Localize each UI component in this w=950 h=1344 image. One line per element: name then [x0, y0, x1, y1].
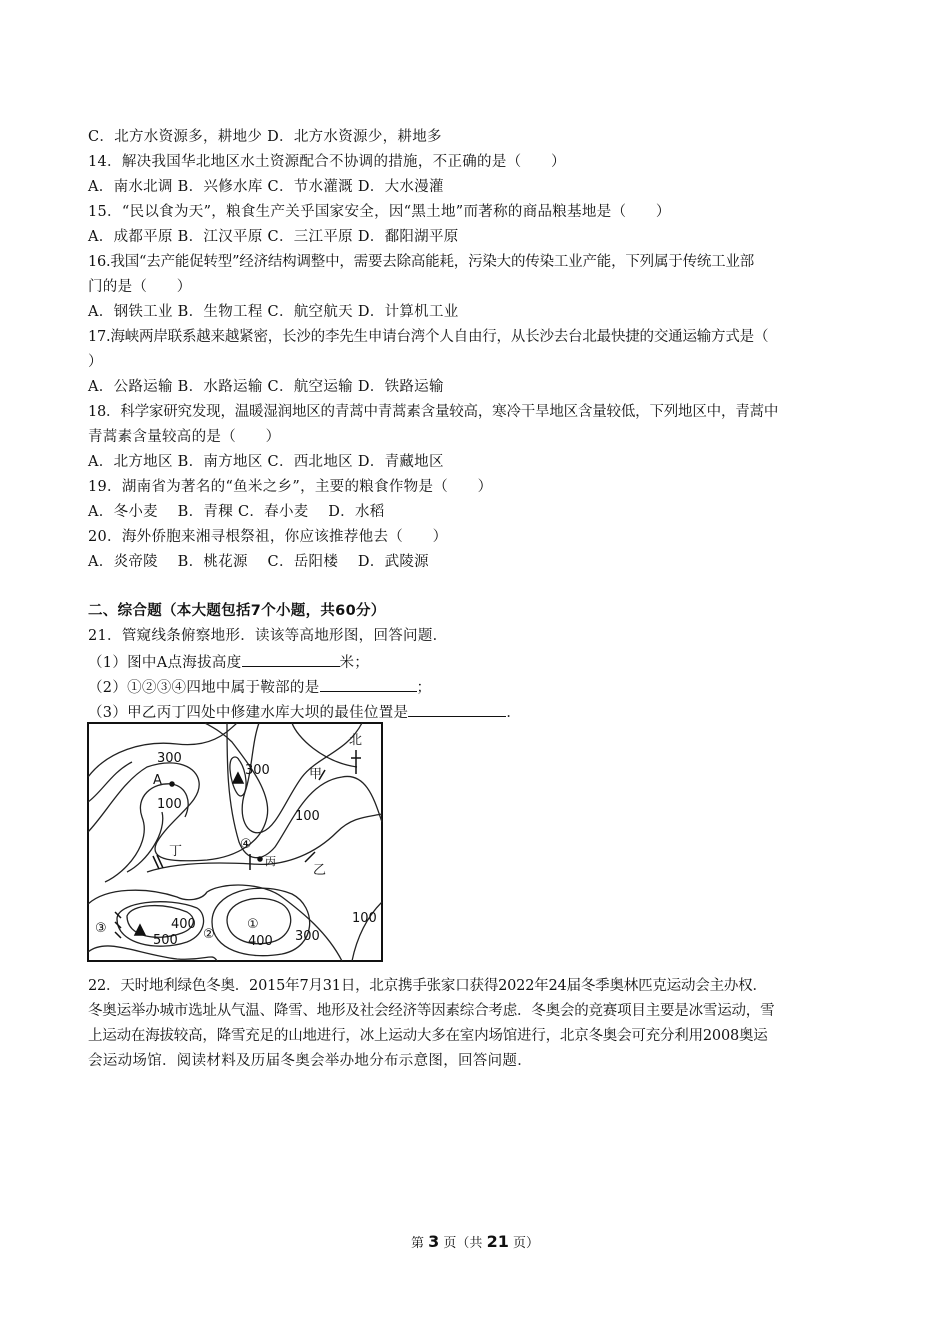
- q14-options: A．南水北调 B．兴修水库 C．节水灌溉 D．大水漫灌: [88, 179, 444, 195]
- q20-options: A．炎帝陵 B．桃花源 C．岳阳楼 D．武陵源: [88, 554, 429, 570]
- footer-page-number: 3: [428, 1232, 440, 1251]
- q21-sub1-blank[interactable]: [242, 651, 340, 667]
- contour-label-300-bottom: 300: [295, 929, 320, 944]
- q14-stem: 14．解决我国华北地区水土资源配合不协调的措施，不正确的是（ ）: [88, 154, 566, 170]
- q21-sub2-text: （2）①②③④四地中属于鞍部的是: [88, 680, 320, 696]
- contour-label-100-left: 100: [157, 797, 182, 812]
- q21-sub2-end: ；: [416, 680, 432, 696]
- north-label: 北: [349, 733, 363, 748]
- q22-line2: 冬奥运举办城市选址从气温、降雪、地形及社会经济等因素综合考虑．冬奥会的竞赛项目主要是冰雪运动，雪: [88, 1003, 775, 1019]
- q18-stem-line2: 青蒿素含量较高的是（ ）: [88, 429, 281, 445]
- bing-dot: [258, 857, 262, 861]
- q15-stem: 15．“民以食为天”，粮食生产关乎国家安全，因“黑土地”而著称的商品粮基地是（ ）: [88, 204, 671, 220]
- contour-label-300-top: 300: [157, 751, 182, 766]
- contour-label-500: 500: [153, 933, 178, 948]
- q21-sub2-blank[interactable]: [320, 676, 417, 692]
- q21-stem: 21．管窥线条俯察地形．读该等高地形图，回答问题．: [88, 628, 448, 644]
- jia-label: 甲: [309, 767, 323, 782]
- q16-stem-line2: 门的是（ ）: [88, 279, 192, 295]
- q19-options: A．冬小麦 B．青稞 C．春小麦 D．水稻: [88, 504, 385, 520]
- q16-stem-line1: 16.我国“去产能促转型”经济结构调整中，需要去除高能耗，污染大的传染工业产能，下列属于传统工业部: [88, 254, 755, 270]
- contour-label-400-left: 400: [171, 917, 196, 932]
- bing-label: 丙: [265, 855, 276, 868]
- q21-sub1-text: （1）图中A点海拔高度: [88, 655, 242, 671]
- contour-label-400-right: 400: [248, 934, 273, 949]
- q18-stem-line1: 18．科学家研究发现，温暖湿润地区的青蒿中青蒿素含量较高，寒冷干旱地区含量较低，下列地区中，青蒿中: [88, 404, 779, 420]
- q15-options: A．成都平原 B．江汉平原 C．三江平原 D．鄱阳湖平原: [88, 229, 459, 245]
- circle-3-label: ③: [95, 921, 107, 936]
- q16-options: A．钢铁工业 B．生物工程 C．航空航天 D．计算机工业: [88, 304, 459, 320]
- section-2-title: 二、综合题（本大题包括7个小题，共60分）: [88, 603, 386, 619]
- point-a-dot: [170, 782, 174, 786]
- page-footer: [0, 1232, 950, 1251]
- ding-label: 丁: [169, 844, 183, 859]
- footer-prefix: 第: [410, 1236, 424, 1251]
- q18-options: A．北方地区 B．南方地区 C．西北地区 D．青藏地区: [88, 454, 444, 470]
- circle-1-label: ①: [247, 917, 259, 932]
- circle-2-label: ②: [203, 927, 215, 942]
- q21-sub2: [88, 676, 431, 698]
- q21-sub1: [88, 651, 369, 673]
- contour-map: [87, 722, 383, 962]
- footer-total-pages: 21: [486, 1232, 509, 1251]
- footer-middle: 页（共: [443, 1236, 483, 1251]
- map-frame: [88, 723, 382, 961]
- q17-stem-line2: ）: [88, 354, 103, 370]
- peak-label-300: 300: [245, 763, 270, 778]
- q17-options: A．公路运输 B．水路运输 C．航空运输 D．铁路运输: [88, 379, 444, 395]
- point-a-label: A: [153, 773, 162, 788]
- q21-sub1-unit: 米；: [339, 655, 370, 671]
- q17-stem-line1: 17.海峡两岸联系越来越紧密，长沙的李先生申请台湾个人自由行，从长沙去台北最快捷的交通运输方式是（: [88, 329, 769, 345]
- q22-line3: 上运动在海拔较高，降雪充足的山地进行，冰上运动大多在室内场馆进行，北京冬奥会可充分利用2008奥运: [88, 1028, 768, 1044]
- q22-line4: 会运动场馆．阅读材料及历届冬奥会举办地分布示意图，回答问题．: [88, 1053, 532, 1069]
- footer-suffix: 页）: [512, 1236, 539, 1251]
- circle-4-label: ④: [240, 837, 252, 852]
- contour-label-100-right: 100: [352, 911, 377, 926]
- q20-stem: 20．海外侨胞来湘寻根祭祖，你应该推荐他去（ ）: [88, 529, 448, 545]
- q19-stem: 19．湖南省为著名的“鱼米之乡”，主要的粮食作物是（ ）: [88, 479, 493, 495]
- contour-label-100-mid: 100: [295, 809, 320, 824]
- yi-label: 乙: [313, 863, 327, 878]
- q21-sub3-end: ．: [506, 705, 522, 721]
- q21-sub3-blank[interactable]: [408, 701, 506, 717]
- q21-sub3-text: （3）甲乙丙丁四处中修建水库大坝的最佳位置是: [88, 705, 409, 721]
- q22-line1: 22．天时地利绿色冬奥．2015年7月31日，北京携手张家口获得2022年24届冬季奥林匹克运动会主办权．: [88, 978, 767, 994]
- q13-options: C．北方水资源多，耕地少 D．北方水资源少，耕地多: [88, 129, 442, 145]
- q21-sub3: [88, 701, 521, 723]
